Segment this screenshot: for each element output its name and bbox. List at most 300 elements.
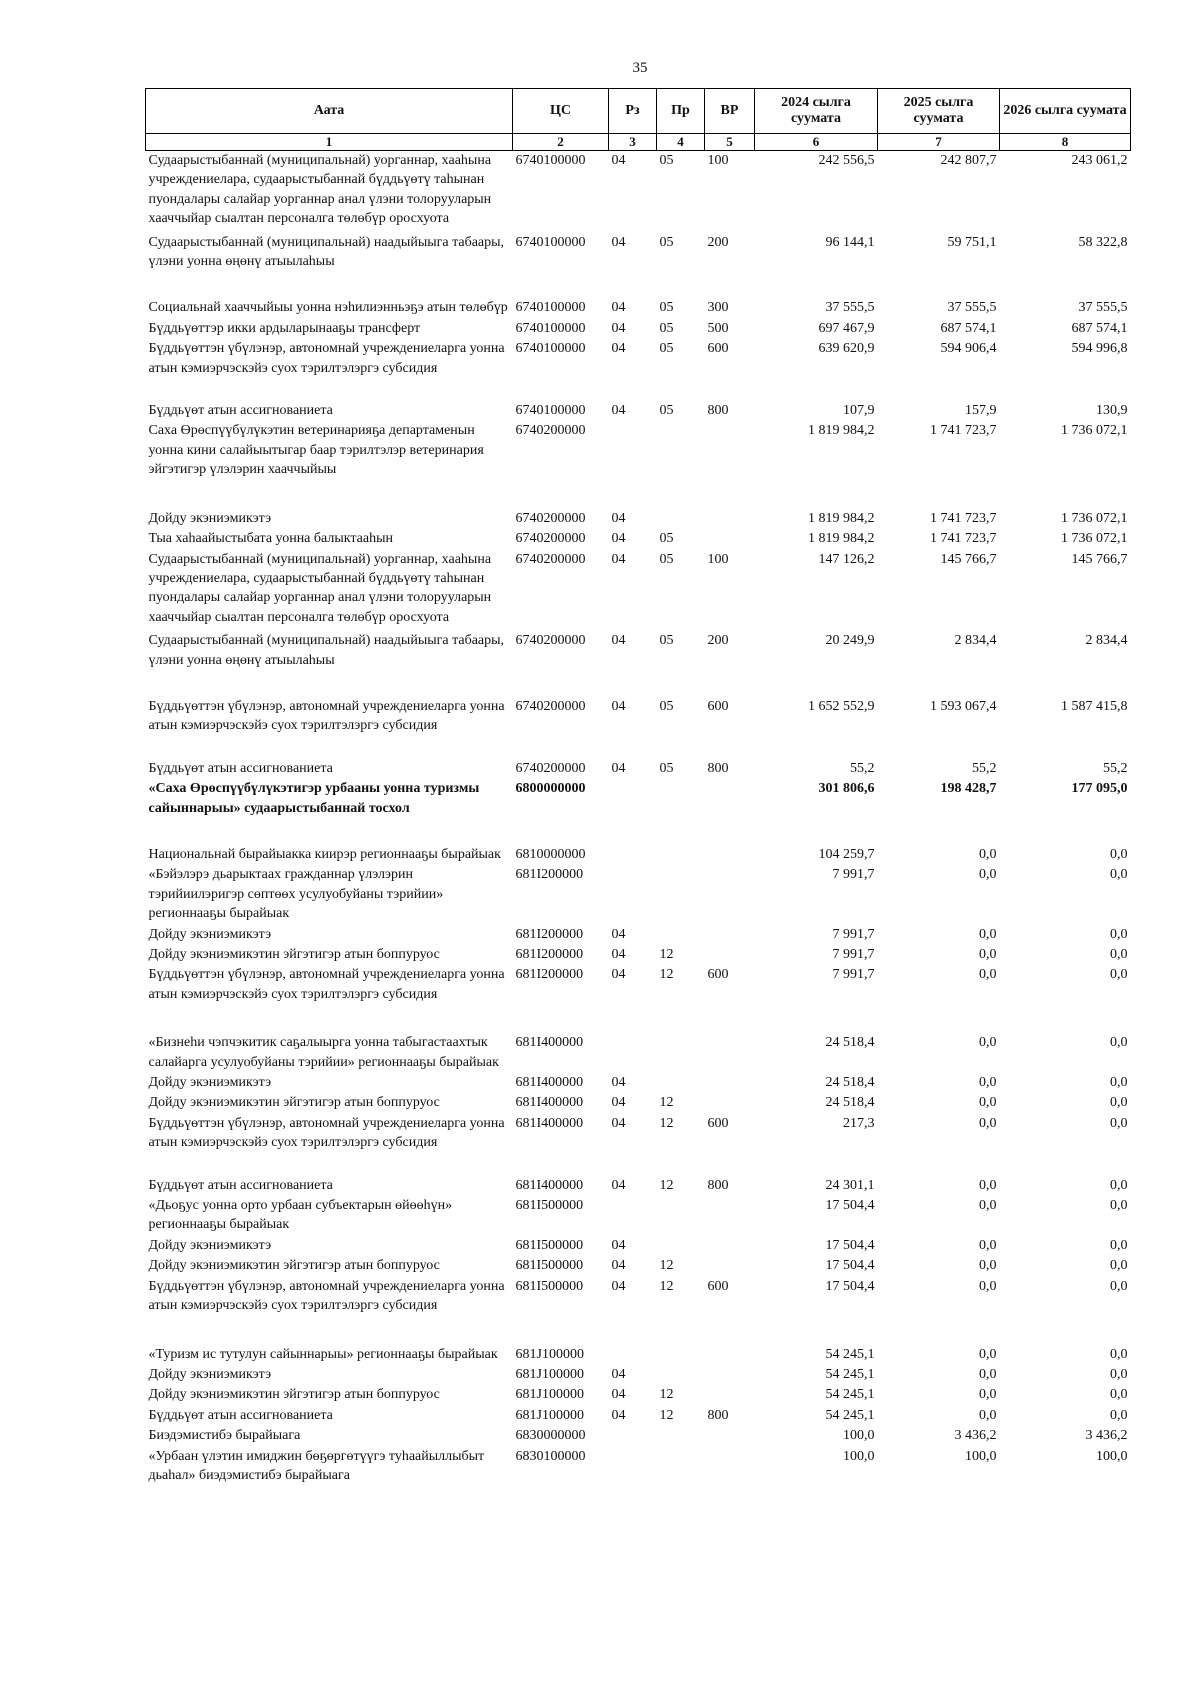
table-row xyxy=(146,1033,1131,1073)
table-cell-cs: 6800000000 xyxy=(515,781,586,797)
column-number: 2 xyxy=(513,134,609,151)
table-cell-2025: 0,0 xyxy=(979,1237,997,1253)
table-cell-pr: 12 xyxy=(659,1407,674,1423)
table-cell-name: Дойду экэниэмикэтэ xyxy=(148,1366,272,1382)
table-cell-rz: 04 xyxy=(611,320,626,336)
table-cell-2025: 0,0 xyxy=(979,1075,997,1091)
table-cell-rz: 04 xyxy=(611,1407,626,1423)
table-cell-2025: 0,0 xyxy=(979,1346,997,1362)
table-cell-name: Биэдэмистибэ бырайыага xyxy=(148,1428,301,1444)
table-cell-vr xyxy=(705,509,755,529)
table-cell-rz: 04 xyxy=(611,341,626,357)
table-cell-2024: 639 620,9 xyxy=(818,341,875,357)
table-cell-vr: 800 xyxy=(707,1177,729,1193)
table-cell-pr: 05 xyxy=(659,234,674,250)
table-row xyxy=(146,845,1131,865)
table-cell-2025: 0,0 xyxy=(979,1115,997,1131)
table-cell-2025: 0,0 xyxy=(979,1366,997,1382)
table-cell-vr xyxy=(705,779,755,845)
table-cell-vr xyxy=(705,845,755,865)
table-cell-rz: 04 xyxy=(611,1177,626,1193)
table-cell-rz xyxy=(609,845,657,865)
table-cell-2024: 17 504,4 xyxy=(825,1198,875,1214)
table-cell-2026: 55,2 xyxy=(1103,760,1128,776)
column-number: 8 xyxy=(1000,134,1131,151)
table-cell-rz xyxy=(609,1033,657,1073)
table-row xyxy=(146,779,1131,845)
table-cell-2025: 0,0 xyxy=(979,1278,997,1294)
table-row xyxy=(146,1365,1131,1385)
table-cell-vr xyxy=(705,1196,755,1236)
table-cell-2026: 0,0 xyxy=(1110,1387,1128,1403)
table-cell-vr xyxy=(705,1033,755,1073)
table-cell-cs: 681I200000 xyxy=(515,867,584,883)
table-cell-name: Дойду экэниэмикэтэ xyxy=(148,1237,272,1253)
table-cell-cs: 6740200000 xyxy=(515,423,586,439)
table-row xyxy=(146,529,1131,549)
table-cell-2026: 1 736 072,1 xyxy=(1061,531,1128,547)
table-cell-2025: 55,2 xyxy=(972,760,997,776)
table-cell-2024: 54 245,1 xyxy=(825,1387,875,1403)
table-cell-vr: 600 xyxy=(707,341,729,357)
header-2025: 2025 сылга суумата xyxy=(878,89,1000,134)
table-cell-cs: 6830100000 xyxy=(515,1448,586,1464)
table-cell-vr xyxy=(705,1256,755,1276)
table-cell-pr: 05 xyxy=(659,300,674,316)
table-cell-vr xyxy=(705,1447,755,1486)
table-cell-cs: 681I200000 xyxy=(515,947,584,962)
column-number: 5 xyxy=(705,134,755,151)
header-2024: 2024 сылга суумата xyxy=(755,89,878,134)
table-cell-pr xyxy=(657,845,705,865)
table-cell-2024: 7 991,7 xyxy=(832,867,875,883)
table-cell-2025: 145 766,7 xyxy=(940,551,997,567)
header-cs: ЦС xyxy=(513,89,609,134)
table-cell-2024: 697 467,9 xyxy=(818,320,875,336)
table-cell-name: Дойду экэниэмикэтэ xyxy=(148,926,272,942)
table-cell-rz xyxy=(609,779,657,845)
table-cell-rz: 04 xyxy=(611,551,626,567)
table-cell-2024: 17 504,4 xyxy=(825,1258,875,1274)
table-row xyxy=(146,1114,1131,1176)
table-cell-2026: 0,0 xyxy=(1110,1095,1128,1111)
column-number: 4 xyxy=(657,134,705,151)
table-body xyxy=(146,151,1131,1486)
table-cell-cs: 681I400000 xyxy=(515,1035,584,1051)
table-cell-vr: 200 xyxy=(707,633,729,649)
table-cell-name: Бүддьүөттэн үбүлэнэр, автономнай учреждениеларга уонна атын кэмиэрчэскэйэ суох тэрилтэлэргэ субсидия xyxy=(148,698,505,734)
header-name: Аата xyxy=(146,89,513,134)
table-cell-2026: 0,0 xyxy=(1110,867,1128,883)
table-cell-name: Дойду экэниэмикэтэ xyxy=(148,510,272,526)
table-cell-name: Бүддьүөт атын ассигнованиета xyxy=(148,1407,333,1423)
table-cell-cs: 6740200000 xyxy=(515,633,586,649)
table-cell-2025: 0,0 xyxy=(979,967,997,983)
table-cell-rz: 04 xyxy=(611,1258,626,1274)
table-cell-2026: 1 587 415,8 xyxy=(1061,698,1128,714)
table-cell-2026: 0,0 xyxy=(1110,967,1128,983)
table-cell-name: Дойду экэниэмикэтин эйгэтигэр атын боппуруос xyxy=(148,947,440,962)
table-row xyxy=(146,1447,1131,1486)
table-cell-2025: 0,0 xyxy=(979,846,997,862)
table-cell-2024: 100,0 xyxy=(843,1428,875,1444)
table-cell-2024: 96 144,1 xyxy=(825,234,875,250)
table-cell-rz: 04 xyxy=(611,510,626,526)
table-row xyxy=(146,1345,1131,1365)
table-cell-2026: 130,9 xyxy=(1096,403,1128,419)
table-cell-name: Бүддьүөттэн үбүлэнэр, автономнай учреждениеларга уонна атын кэмиэрчэскэйэ суох тэрилтэлэргэ субсидия xyxy=(148,1115,505,1151)
table-cell-2024: 1 819 984,2 xyxy=(808,510,875,526)
table-cell-2024: 20 249,9 xyxy=(825,633,875,649)
table-cell-cs: 6740100000 xyxy=(515,403,586,419)
table-cell-2025: 0,0 xyxy=(979,926,997,942)
table-row xyxy=(146,945,1131,965)
table-cell-name: Бүддьүөттэн үбүлэнэр, автономнай учреждениеларга уонна атын кэмиэрчэскэйэ суох тэрилтэлэргэ субсидия xyxy=(148,967,505,1002)
table-cell-2026: 687 574,1 xyxy=(1071,320,1128,336)
table-cell-2024: 54 245,1 xyxy=(825,1346,875,1362)
table-cell-name: Судаарыстыбаннай (муниципальнай) уорганнар, хааһына учреждениелара, судаарыстыбаннай бүддьүөтү таһынан пуондалары салайар уорганнар анал үлэни толорууларын хааччыйар сыалтан персоналга төлөбүр оросхуота xyxy=(148,153,492,227)
table-cell-cs: 681J100000 xyxy=(515,1387,584,1403)
table-cell-vr xyxy=(705,1385,755,1405)
table-cell-2026: 0,0 xyxy=(1110,1258,1128,1274)
table-cell-vr xyxy=(705,1236,755,1256)
table-cell-name: «Дьоҕус уонна орто урбаан субъектарын өйөөһүн» регионнааҕы бырайыак xyxy=(148,1198,453,1233)
table-cell-2026: 2 834,4 xyxy=(1085,633,1128,649)
table-cell-name: Судаарыстыбаннай (муниципальнай) наадыйыыга табаары, үлэни уонна өңөнү атыылаһыы xyxy=(148,633,505,668)
budget-table xyxy=(145,88,1131,1485)
table-cell-rz: 04 xyxy=(611,300,626,316)
table-cell-2024: 1 819 984,2 xyxy=(808,531,875,547)
table-cell-2024: 104 259,7 xyxy=(818,846,875,862)
table-row xyxy=(146,1385,1131,1405)
table-cell-name: Тыа хаһаайыстыбата уонна балыктааһын xyxy=(148,531,393,547)
table-row xyxy=(146,1073,1131,1093)
table-cell-2024: 37 555,5 xyxy=(825,300,875,316)
table-cell-2024: 301 806,6 xyxy=(818,781,875,797)
table-cell-rz xyxy=(609,1447,657,1486)
table-cell-2025: 37 555,5 xyxy=(947,300,997,316)
table-cell-pr: 05 xyxy=(659,633,674,649)
table-cell-vr: 600 xyxy=(707,698,729,714)
table-row xyxy=(146,1093,1131,1113)
table-cell-pr xyxy=(657,925,705,945)
table-cell-vr: 800 xyxy=(707,760,729,776)
table-cell-2024: 24 518,4 xyxy=(825,1035,875,1051)
table-row xyxy=(146,925,1131,945)
table-row xyxy=(146,697,1131,759)
table-cell-2025: 1 593 067,4 xyxy=(930,698,997,714)
table-cell-2026: 0,0 xyxy=(1110,1237,1128,1253)
table-cell-pr xyxy=(657,1033,705,1073)
table-cell-pr xyxy=(657,1365,705,1385)
table-cell-name: Дойду экэниэмикэтин эйгэтигэр атын боппуруос xyxy=(148,1095,440,1111)
table-cell-vr: 600 xyxy=(707,967,729,983)
table-row xyxy=(146,298,1131,318)
table-cell-2024: 147 126,2 xyxy=(818,551,875,567)
table-cell-2025: 1 741 723,7 xyxy=(930,531,997,547)
table-cell-2025: 0,0 xyxy=(979,1095,997,1111)
table-cell-2026: 0,0 xyxy=(1110,1198,1128,1214)
table-cell-rz: 04 xyxy=(611,926,626,942)
table-cell-vr: 300 xyxy=(707,300,729,316)
table-cell-2026: 0,0 xyxy=(1110,1278,1128,1294)
table-cell-2025: 59 751,1 xyxy=(947,234,997,250)
table-cell-rz xyxy=(609,1345,657,1365)
table-cell-vr xyxy=(705,1345,755,1365)
table-cell-vr: 100 xyxy=(707,551,729,567)
table-cell-pr xyxy=(657,421,705,508)
table-cell-2026: 0,0 xyxy=(1110,947,1128,962)
table-cell-2024: 24 301,1 xyxy=(825,1177,875,1193)
table-cell-2026: 0,0 xyxy=(1110,1177,1128,1193)
table-cell-2026: 1 736 072,1 xyxy=(1061,510,1128,526)
table-cell-2026: 0,0 xyxy=(1110,1346,1128,1362)
table-cell-2025: 1 741 723,7 xyxy=(930,510,997,526)
table-cell-2025: 687 574,1 xyxy=(940,320,997,336)
table-cell-cs: 681I200000 xyxy=(515,967,584,983)
table-cell-rz: 04 xyxy=(611,1237,626,1253)
table-cell-rz xyxy=(609,421,657,508)
table-cell-2024: 54 245,1 xyxy=(825,1407,875,1423)
column-number: 6 xyxy=(755,134,878,151)
table-cell-2026: 145 766,7 xyxy=(1071,551,1128,567)
table-cell-cs: 681I400000 xyxy=(515,1115,584,1131)
column-number: 1 xyxy=(146,134,513,151)
table-cell-2025: 0,0 xyxy=(979,1387,997,1403)
table-cell-cs: 681I400000 xyxy=(515,1177,584,1193)
table-cell-pr: 05 xyxy=(659,403,674,419)
table-cell-pr xyxy=(657,1236,705,1256)
table-cell-rz: 04 xyxy=(611,1075,626,1091)
table-cell-rz: 04 xyxy=(611,760,626,776)
table-cell-name: Бүддьүөттэн үбүлэнэр, автономнай учреждениеларга уонна атын кэмиэрчэскэйэ суох тэрилтэлэргэ субсидия xyxy=(148,341,505,376)
table-cell-rz: 04 xyxy=(611,1115,626,1131)
table-row xyxy=(146,1196,1131,1236)
table-cell-cs: 6740200000 xyxy=(515,551,586,567)
table-cell-2026: 37 555,5 xyxy=(1078,300,1128,316)
table-cell-2024: 55,2 xyxy=(850,760,875,776)
table-cell-rz: 04 xyxy=(611,531,626,547)
table-cell-name: Бүддьүөт атын ассигнованиета xyxy=(148,1177,333,1193)
column-number: 7 xyxy=(878,134,1000,151)
table-cell-rz xyxy=(609,1196,657,1236)
table-cell-2024: 7 991,7 xyxy=(832,947,875,962)
table-cell-2024: 24 518,4 xyxy=(825,1075,875,1091)
table-cell-cs: 6740100000 xyxy=(515,153,586,168)
table-cell-2026: 58 322,8 xyxy=(1078,234,1128,250)
table-cell-cs: 681I200000 xyxy=(515,926,584,942)
table-cell-pr: 05 xyxy=(659,153,674,168)
table-row xyxy=(146,1277,1131,1345)
table-cell-vr xyxy=(705,1365,755,1385)
table-cell-pr: 05 xyxy=(659,551,674,567)
table-cell-2025: 0,0 xyxy=(979,1198,997,1214)
table-row xyxy=(146,509,1131,529)
table-cell-2025: 0,0 xyxy=(979,1407,997,1423)
header-rz: Рз xyxy=(609,89,657,134)
column-number-row xyxy=(146,134,1131,151)
page-number: 35 xyxy=(632,60,648,76)
header-2026: 2026 сылга суумата xyxy=(1000,89,1131,134)
table-cell-rz xyxy=(609,1426,657,1446)
table-row xyxy=(146,759,1131,779)
table-cell-rz: 04 xyxy=(611,153,626,168)
table-cell-pr: 12 xyxy=(659,1115,674,1131)
table-cell-rz: 04 xyxy=(611,1387,626,1403)
table-cell-2024: 17 504,4 xyxy=(825,1237,875,1253)
table-cell-name: Дойду экэниэмикэтэ xyxy=(148,1075,272,1091)
table-cell-pr: 05 xyxy=(659,341,674,357)
table-row xyxy=(146,1406,1131,1426)
table-cell-2024: 1 652 552,9 xyxy=(808,698,875,714)
table-cell-2024: 17 504,4 xyxy=(825,1278,875,1294)
table-cell-2024: 217,3 xyxy=(843,1115,875,1131)
table-cell-pr: 12 xyxy=(659,1387,674,1403)
table-cell-cs: 681I500000 xyxy=(515,1278,584,1294)
table-cell-cs: 681I500000 xyxy=(515,1198,584,1214)
table-cell-name: «Урбаан үлэтин имиджин бөҕөргөтүүгэ туһаайыллыбыт дьаһал» биэдэмистибэ бырайыага xyxy=(148,1448,485,1483)
table-cell-cs: 6740200000 xyxy=(515,510,586,526)
table-cell-2026: 177 095,0 xyxy=(1071,781,1128,797)
table-cell-2026: 0,0 xyxy=(1110,1115,1128,1131)
table-cell-name: Дойду экэниэмикэтин эйгэтигэр атын боппуруос xyxy=(148,1387,440,1403)
table-cell-pr: 12 xyxy=(659,947,674,962)
table-cell-2024: 24 518,4 xyxy=(825,1095,875,1111)
table-cell-vr: 800 xyxy=(707,1407,729,1423)
table-cell-2025: 0,0 xyxy=(979,1258,997,1274)
table-cell-2024: 7 991,7 xyxy=(832,926,875,942)
table-cell-2024: 100,0 xyxy=(843,1448,875,1464)
table-cell-cs: 681I500000 xyxy=(515,1258,584,1274)
table-cell-name: Бүддьүөт атын ассигнованиета xyxy=(148,760,333,776)
table-cell-vr xyxy=(705,945,755,965)
table-cell-name: Бүддьүөттэн үбүлэнэр, автономнай учреждениеларга уонна атын кэмиэрчэскэйэ суох тэрилтэлэргэ субсидия xyxy=(148,1278,505,1314)
header-vr: ВР xyxy=(705,89,755,134)
table-cell-2026: 594 996,8 xyxy=(1071,341,1128,357)
table-cell-2026: 100,0 xyxy=(1096,1448,1128,1464)
table-cell-cs: 6810000000 xyxy=(515,846,586,862)
table-cell-rz: 04 xyxy=(611,967,626,983)
table-cell-name: Судаарыстыбаннай (муниципальнай) наадыйыыга табаары, үлэни уонна өңөнү атыылаһыы xyxy=(148,234,505,270)
table-row xyxy=(146,631,1131,697)
table-cell-cs: 681J100000 xyxy=(515,1366,584,1382)
table-cell-2025: 0,0 xyxy=(979,947,997,962)
table-cell-name: Социальнай хааччыйыы уонна нэһилиэнньэҕэ атын төлөбүр xyxy=(148,300,508,316)
table-cell-cs: 6740100000 xyxy=(515,234,586,250)
table-cell-pr: 05 xyxy=(659,320,674,336)
table-cell-vr: 200 xyxy=(707,234,729,250)
table-cell-2024: 7 991,7 xyxy=(832,967,875,983)
table-cell-cs: 6740200000 xyxy=(515,531,586,547)
table-cell-rz: 04 xyxy=(611,947,626,962)
table-cell-rz: 04 xyxy=(611,633,626,649)
table-row xyxy=(146,151,1131,233)
table-cell-2024: 107,9 xyxy=(843,403,875,419)
table-cell-vr xyxy=(705,1093,755,1113)
table-cell-2026: 1 736 072,1 xyxy=(1061,423,1128,439)
table-cell-2025: 2 834,4 xyxy=(954,633,997,649)
table-cell-2025: 198 428,7 xyxy=(940,781,997,797)
table-cell-rz: 04 xyxy=(611,1095,626,1111)
table-cell-name: Бүддьүөт атын ассигнованиета xyxy=(148,403,333,419)
table-cell-name: «Бэйэлэрэ дьарыктаах гражданнар үлэлэрин тэрийиилэригэр сөптөөх усулуобуйаны тэрийии» регионнааҕы бырайыак xyxy=(148,867,444,922)
table-cell-vr: 800 xyxy=(707,403,729,419)
table-cell-vr xyxy=(705,865,755,924)
table-cell-2025: 100,0 xyxy=(965,1448,997,1464)
table-cell-name: Бүддьүөттэр икки ардыларынааҕы трансферт xyxy=(148,320,421,336)
table-cell-vr: 500 xyxy=(707,320,729,336)
table-cell-vr xyxy=(705,1426,755,1446)
table-cell-2026: 0,0 xyxy=(1110,1075,1128,1091)
table-cell-2026: 243 061,2 xyxy=(1071,153,1128,168)
table-cell-2025: 1 741 723,7 xyxy=(930,423,997,439)
table-cell-cs: 6740100000 xyxy=(515,341,586,357)
table-cell-cs: 681I400000 xyxy=(515,1075,584,1091)
table-cell-2025: 242 807,7 xyxy=(940,153,997,168)
table-row xyxy=(146,233,1131,299)
table-cell-vr xyxy=(705,529,755,549)
table-cell-rz: 04 xyxy=(611,234,626,250)
table-cell-cs: 681I500000 xyxy=(515,1237,584,1253)
table-cell-vr: 100 xyxy=(707,153,729,168)
table-cell-cs: 681J100000 xyxy=(515,1346,584,1362)
table-header-row xyxy=(146,89,1131,134)
table-row xyxy=(146,1236,1131,1256)
table-cell-rz: 04 xyxy=(611,1366,626,1382)
table-cell-pr: 12 xyxy=(659,1177,674,1193)
table-cell-pr xyxy=(657,1196,705,1236)
table-cell-2026: 0,0 xyxy=(1110,1407,1128,1423)
table-row xyxy=(146,865,1131,924)
column-number: 3 xyxy=(609,134,657,151)
table-cell-name: «Бизнеһи чэпчэкитик саҕалыырга уонна табыгастаахтык салайарга усулуобуйаны тэрийии» регионнааҕы бырайыак xyxy=(148,1035,499,1070)
table-row xyxy=(146,319,1131,339)
table-cell-2026: 0,0 xyxy=(1110,926,1128,942)
table-cell-pr: 12 xyxy=(659,1278,674,1294)
table-cell-pr xyxy=(657,1073,705,1093)
table-row xyxy=(146,965,1131,1033)
table-cell-name: Дойду экэниэмикэтин эйгэтигэр атын боппуруос xyxy=(148,1258,440,1274)
table-cell-cs: 6740200000 xyxy=(515,760,586,776)
table-cell-pr: 05 xyxy=(659,531,674,547)
table-cell-2026: 0,0 xyxy=(1110,1366,1128,1382)
table-cell-name: Национальнай бырайыакка киирэр регионнааҕы бырайыак xyxy=(148,846,501,862)
table-cell-cs: 681I400000 xyxy=(515,1095,584,1111)
table-row xyxy=(146,1426,1131,1446)
table-cell-pr: 12 xyxy=(659,967,674,983)
table-cell-name: Саха Өрөспүүбүлүкэтин ветеринарияҕа департаменын уонна кини салайыытыгар баар тэрилтэлэр ветеринария эйгэтигэр үлэлэрин хааччыйыы xyxy=(148,423,484,478)
table-cell-2025: 0,0 xyxy=(979,1035,997,1051)
table-row xyxy=(146,550,1131,632)
table-cell-cs: 6740200000 xyxy=(515,698,586,714)
table-cell-cs: 6740100000 xyxy=(515,300,586,316)
table-cell-name: Судаарыстыбаннай (муниципальнай) уорганнар, хааһына учреждениелара, судаарыстыбаннай бүддьүөтү таһынан пуондалары салайар уорганнар анал үлэни толорууларын хааччыйар сыалтан персоналга төлөбүр оросхуота xyxy=(148,551,492,625)
table-cell-2026: 3 436,2 xyxy=(1085,1428,1128,1444)
table-row xyxy=(146,1256,1131,1276)
table-cell-cs: 6740100000 xyxy=(515,320,586,336)
table-cell-2026: 0,0 xyxy=(1110,846,1128,862)
table-row xyxy=(146,401,1131,421)
table-cell-pr: 05 xyxy=(659,760,674,776)
table-row xyxy=(146,421,1131,508)
table-cell-vr xyxy=(705,925,755,945)
table-cell-pr xyxy=(657,509,705,529)
table-cell-2025: 0,0 xyxy=(979,1177,997,1193)
table-cell-2024: 242 556,5 xyxy=(818,153,875,168)
table-cell-pr xyxy=(657,865,705,924)
table-cell-pr: 12 xyxy=(659,1095,674,1111)
table-cell-2024: 1 819 984,2 xyxy=(808,423,875,439)
